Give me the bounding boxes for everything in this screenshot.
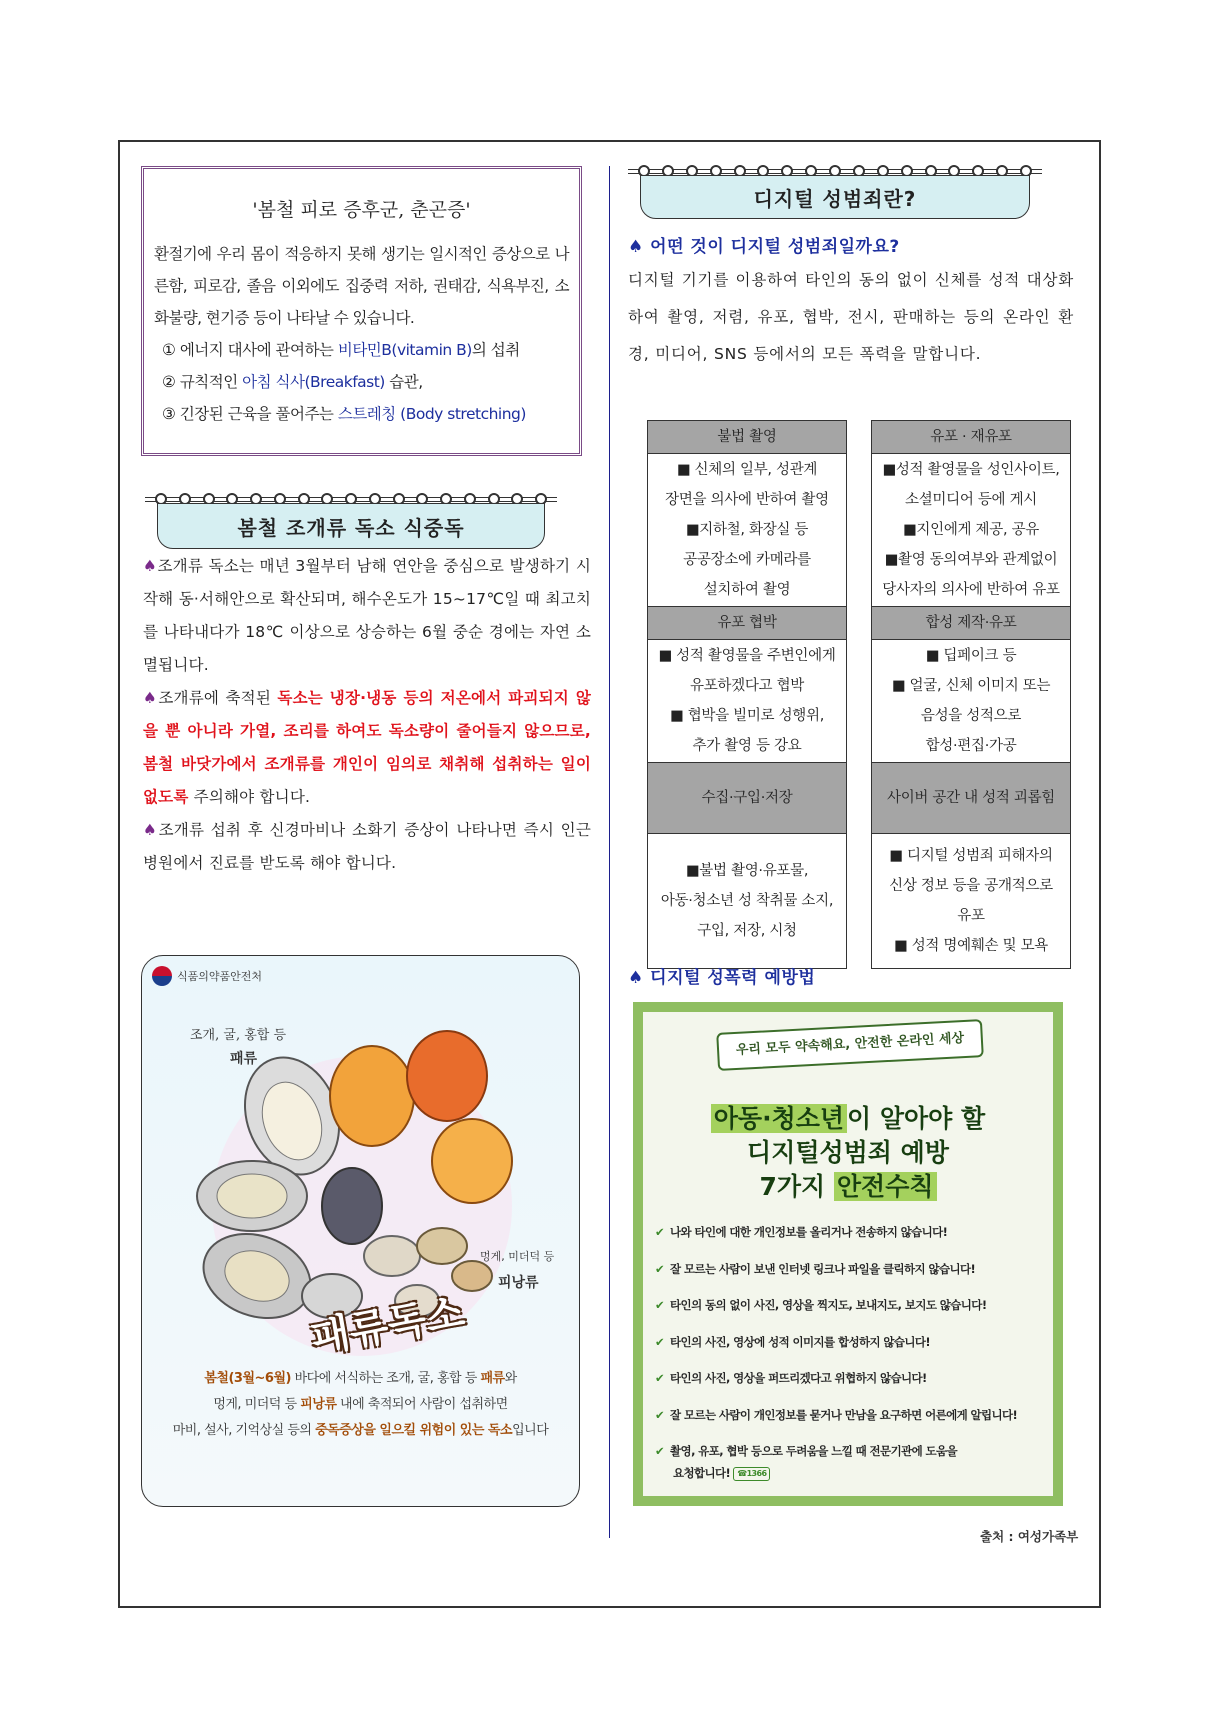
table-header: 유포 협박 [648, 607, 847, 640]
mfds-logo: 식품의약품안전처 [152, 966, 262, 986]
poster-ribbon: 우리 모두 약속해요, 안전한 온라인 세상 [716, 1019, 984, 1071]
table-header: 불법 촬영 [648, 421, 847, 454]
safety-rule: ✔ 잘 모르는 사람이 개인정보를 묻거나 만남을 요구하면 어른에게 알립니다! [655, 1407, 1018, 1422]
check-icon: ✔ [655, 1407, 665, 1422]
poster-title: 아동·청소년 이 알아야 할 디지털성범죄 예방 7가지 안전수칙 [633, 1102, 1063, 1204]
shellfish-toxin-poster [141, 955, 580, 1507]
digital-crime-banner [628, 165, 1042, 219]
check-icon: ✔ [655, 1444, 665, 1458]
caption-line-1: 봄철(3월~6월) 바다에 서식하는 조개, 굴, 홍합 등 패류와 [204, 1371, 517, 1386]
table-header: 유포 · 재유포 [872, 421, 1071, 454]
check-icon: ✔ [655, 1334, 665, 1349]
shellfish-toxin-stamp: 패류독소 [307, 1289, 468, 1363]
safety-rule: ✔ 타인의 사진, 영상에 성적 이미지를 합성하지 않습니다! [655, 1334, 931, 1349]
table-header: 합성 제작·유포 [872, 607, 1071, 640]
shellfish-banner [145, 493, 557, 549]
shellfish-article [143, 550, 591, 880]
check-icon: ✔ [655, 1371, 665, 1385]
source-credit: 출처 : 여성가족부 [980, 1529, 1079, 1544]
table-cell: ■ 딥페이크 등 ■ 얼굴, 신체 이미지 또는 음성을 성적으로 합성·편집·가공 [872, 640, 1071, 763]
shellfish-para-2: ♠조개류에 축적된 독소는 냉장·냉동 등의 저온에서 파괴되지 않을 뿐 아니라 가열, 조리를 하여도 독소량이 줄어들지 않으므로, 봄철 바닷가에서 조개류를 개인이 임의로 채취해 섭취하는 일이 없도록 주의해야 합니다. [143, 689, 591, 806]
spring-fatigue-title: '봄철 피로 증후군, 춘곤증' [252, 199, 471, 221]
government-emblem-icon [152, 966, 172, 986]
digital-crime-definition: 디지털 기기를 이용하여 타인의 동의 없이 신체를 성적 대상화하여 촬영, 저렴, 유포, 협박, 전시, 판매하는 등의 온라인 환경, 미디어, SNS 등에서의 모든 폭력을 말합니다. [628, 271, 1074, 363]
safety-rule: ✔ 잘 모르는 사람이 보낸 인터넷 링크나 파일을 클릭하지 않습니다! [655, 1261, 976, 1276]
check-icon: ✔ [655, 1298, 665, 1312]
caption-line-3: 마비, 설사, 기억상실 등의 중독증상을 일으킬 위험이 있는 독소입니다 [172, 1423, 549, 1438]
poster-caption [142, 1366, 579, 1444]
bivalve-category: 패류 [230, 1051, 258, 1067]
tunicate-label: 멍게, 미더덕 등 [480, 1250, 555, 1263]
check-icon: ✔ [655, 1261, 665, 1276]
safety-rule: ✔ 촬영, 유포, 협박 등으로 두려움을 느낄 때 전문기관에 도움을 요청합니다! ☎1366 [655, 1444, 958, 1480]
table-header: 사이버 공간 내 성적 괴롭힘 [872, 763, 1071, 834]
table-cell: ■성적 촬영물을 성인사이트, 소셜미디어 등에 게시 ■지인에게 제공, 공유 ■촬영 동의여부와 관계없이 당사자의 의사에 반하여 유포 [872, 454, 1071, 607]
column-divider [609, 166, 610, 1538]
table-cell: ■ 신체의 일부, 성관계 장면을 의사에 반하여 촬영 ■지하철, 화장실 등 공공장소에 카메라를 설치하여 촬영 [648, 454, 847, 607]
table-cell: ■ 성적 촬영물을 주변인에게 유포하겠다고 협박 ■ 협박을 빌미로 성행위, 추가 촬영 등 강요 [648, 640, 847, 763]
table-header: 수집·구입·저장 [648, 763, 847, 834]
tip-item: ③ 긴장된 근육을 풀어주는 스트레칭 (Body stretching) [162, 405, 526, 423]
prevention-poster [633, 1002, 1063, 1506]
hotline-badge: ☎1366 [733, 1467, 770, 1481]
safety-rule: ✔ 타인의 동의 없이 사진, 영상을 찍지도, 보내지도, 보지도 않습니다! [655, 1298, 987, 1312]
bivalve-label: 조개, 굴, 홍합 등 [190, 1028, 287, 1043]
tunicate-category: 피낭류 [498, 1275, 539, 1291]
tip-item: ② 규칙적인 아침 식사(Breakfast) 습관, [162, 373, 423, 391]
prevention-heading: ♠ 디지털 성폭력 예방법 [628, 968, 816, 988]
table-cell: ■불법 촬영·유포물, 아동·청소년 성 착취물 소지, 구입, 저장, 시청 [648, 834, 847, 969]
table-cell: ■ 디지털 성범죄 피해자의 신상 정보 등을 공개적으로 유포 ■ 성적 명예훼손 및 모욕 [872, 834, 1071, 969]
shellfish-banner-title: 봄철 조개류 독소 식중독 [157, 503, 545, 549]
spring-fatigue-box [141, 166, 582, 456]
spring-fatigue-body: 환절기에 우리 몸이 적응하지 못해 생기는 일시적인 증상으로 나른함, 피로감, 졸음 이외에도 집중력 저하, 권태감, 식욕부진, 소화불량, 현기증 등이 나타날 수 있습니다. [154, 245, 569, 327]
shellfish-para-1: ♠조개류 독소는 매년 3월부터 남해 연안을 중심으로 발생하기 시작해 동·서해안으로 확산되며, 해수온도가 15~17℃일 때 최고치를 나타내다가 18℃ 이상으로 상승하는 6월 중순 경에는 자연 소멸됩니다. [143, 557, 591, 674]
caption-line-2: 멍게, 미더덕 등 피낭류 내에 축적되어 사람이 섭취하면 [213, 1397, 508, 1412]
safety-rules-list [655, 1214, 1041, 1484]
spring-fatigue-tips [154, 334, 569, 430]
safety-rule: ✔ 타인의 사진, 영상을 퍼뜨리겠다고 위협하지 않습니다! [655, 1371, 927, 1385]
digital-crime-types-table [647, 420, 1071, 969]
check-icon: ✔ [655, 1225, 665, 1239]
shellfish-para-3: ♠조개류 섭취 후 신경마비나 소화기 증상이 나타나면 즉시 인근 병원에서 진료를 받도록 해야 합니다. [143, 821, 591, 872]
tip-item: ① 에너지 대사에 관여하는 비타민B(vitamin B)의 섭취 [162, 341, 520, 359]
safety-rule: ✔ 나와 타인에 대한 개인정보를 올리거나 전송하지 않습니다! [655, 1225, 948, 1239]
digital-crime-banner-title: 디지털 성범죄란? [640, 175, 1030, 219]
digital-crime-question: ♠ 어떤 것이 디지털 성범죄일까요? [628, 237, 900, 257]
